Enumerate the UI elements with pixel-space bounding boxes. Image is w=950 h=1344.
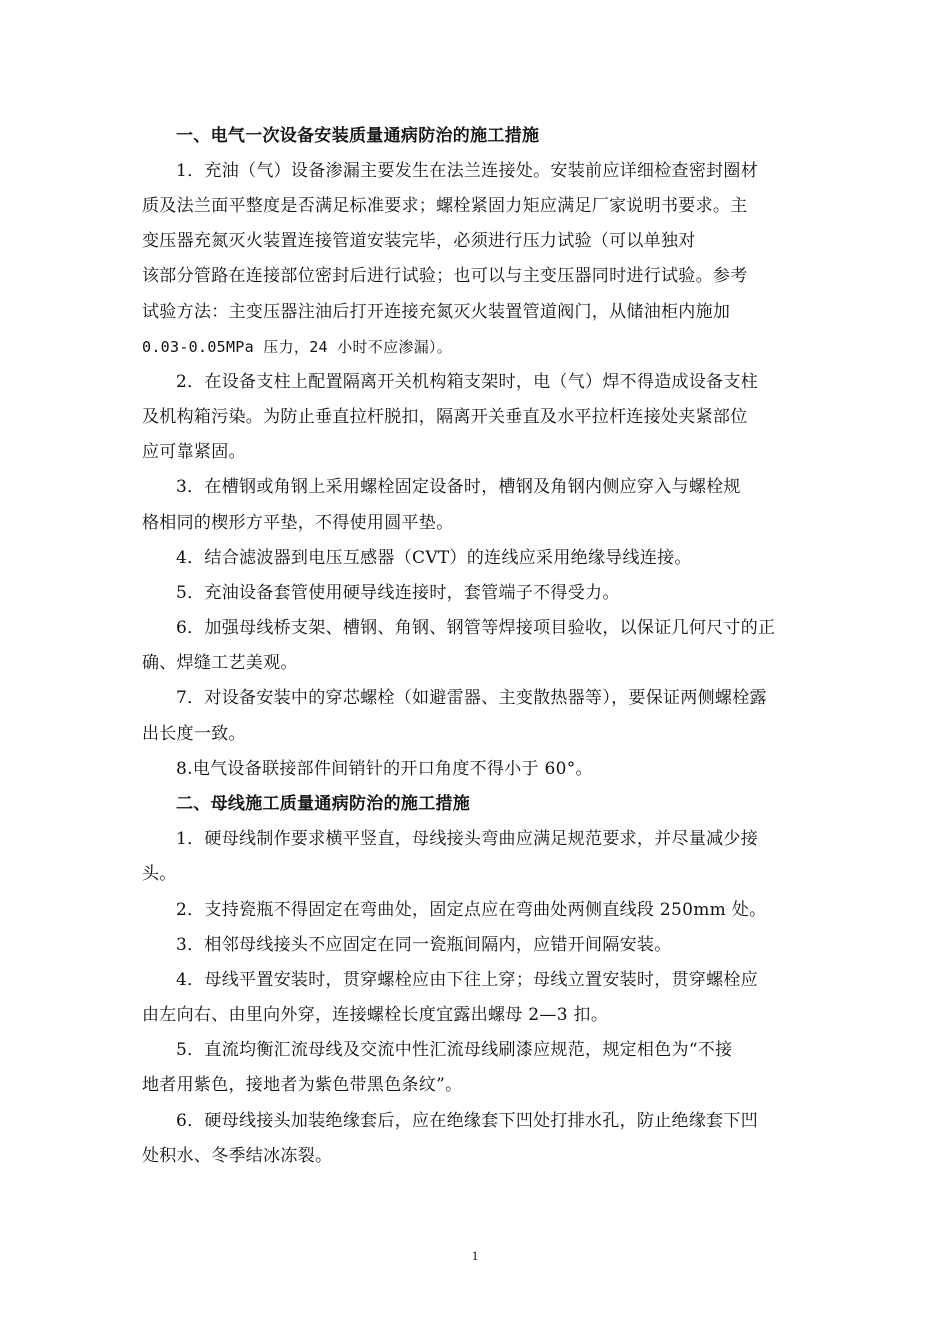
paragraph-line: 6．加强母线桥支架、槽钢、角钢、钢管等焊接项目验收，以保证几何尺寸的正: [176, 618, 776, 638]
paragraph-line: 出长度一致。: [142, 724, 246, 744]
paragraph-line: 5．充油设备套管使用硬导线连接时，套管端子不得受力。: [176, 583, 620, 603]
paragraph-line: 1．硬母线制作要求横平竖直，母线接头弯曲应满足规范要求，并尽量减少接: [176, 829, 759, 849]
paragraph-line: 4．母线平置安装时，贯穿螺栓应由下往上穿；母线立置安装时，贯穿螺栓应: [176, 970, 759, 990]
paragraph-line: 处积水、冬季结冰冻裂。: [142, 1146, 333, 1166]
paragraph-line: 7．对设备安装中的穿芯螺栓（如避雷器、主变散热器等），要保证两侧螺栓露: [176, 688, 767, 708]
paragraph-line: 格相同的楔形方平垫，不得使用圆平垫。: [142, 513, 454, 533]
paragraph-line: 0.03-0.05MPa 压力，24 小时不应渗漏）。: [142, 338, 453, 356]
paragraph-line: 变压器充氮灭火装置连接管道安装完毕，必须进行压力试验（可以单独对: [142, 231, 696, 251]
paragraph-line: 试验方法：主变压器注油后打开连接充氮灭火装置管道阀门，从储油柜内施加: [142, 302, 731, 322]
section-heading: 一、电气一次设备安装质量通病防治的施工措施: [176, 126, 540, 146]
paragraph-line: 该部分管路在连接部位密封后进行试验；也可以与主变压器同时进行试验。参考: [142, 266, 748, 286]
paragraph-line: 5．直流均衡汇流母线及交流中性汇流母线刷漆应规范，规定相色为“不接: [176, 1040, 733, 1060]
paragraph-line: 3．在槽钢或角钢上采用螺栓固定设备时，槽钢及角钢内侧应穿入与螺栓规: [176, 477, 741, 497]
paragraph-line: 3．相邻母线接头不应固定在同一瓷瓶间隔内，应错开间隔安装。: [176, 935, 672, 955]
section-heading: 二、母线施工质量通病防治的施工措施: [176, 794, 471, 814]
paragraph-line: 4．结合滤波器到电压互感器（CVT）的连线应采用绝缘导线连接。: [176, 548, 692, 568]
paragraph-line: 6．硬母线接头加装绝缘套后，应在绝缘套下凹处打排水孔，防止绝缘套下凹: [176, 1111, 759, 1131]
paragraph-line: 质及法兰面平整度是否满足标准要求；螺栓紧固力矩应满足厂家说明书要求。主: [142, 196, 748, 216]
paragraph-line: 1．充油（气）设备渗漏主要发生在法兰连接处。安装前应详细检查密封圈材: [176, 161, 759, 181]
paragraph-line: 及机构箱污染。为防止垂直拉杆脱扣，隔离开关垂直及水平拉杆连接处夹紧部位: [142, 407, 748, 427]
paragraph-line: 8.电气设备联接部件间销针的开口角度不得小于 60°。: [176, 759, 593, 779]
paragraph-line: 2．支持瓷瓶不得固定在弯曲处，固定点应在弯曲处两侧直线段 250mm 处。: [176, 900, 767, 920]
paragraph-line: 地者用紫色，接地者为紫色带黑色条纹”。: [142, 1075, 463, 1095]
paragraph-line: 由左向右、由里向外穿，连接螺栓长度宜露出螺母 2—3 扣。: [142, 1005, 609, 1025]
paragraph-line: 应可靠紧固。: [142, 442, 246, 462]
paragraph-line: 确、焊缝工艺美观。: [142, 653, 298, 673]
paragraph-line: 头。: [142, 864, 177, 884]
page-number: 1: [471, 1248, 479, 1263]
paragraph-line: 2．在设备支柱上配置隔离开关机构箱支架时，电（气）焊不得造成设备支柱: [176, 372, 759, 392]
